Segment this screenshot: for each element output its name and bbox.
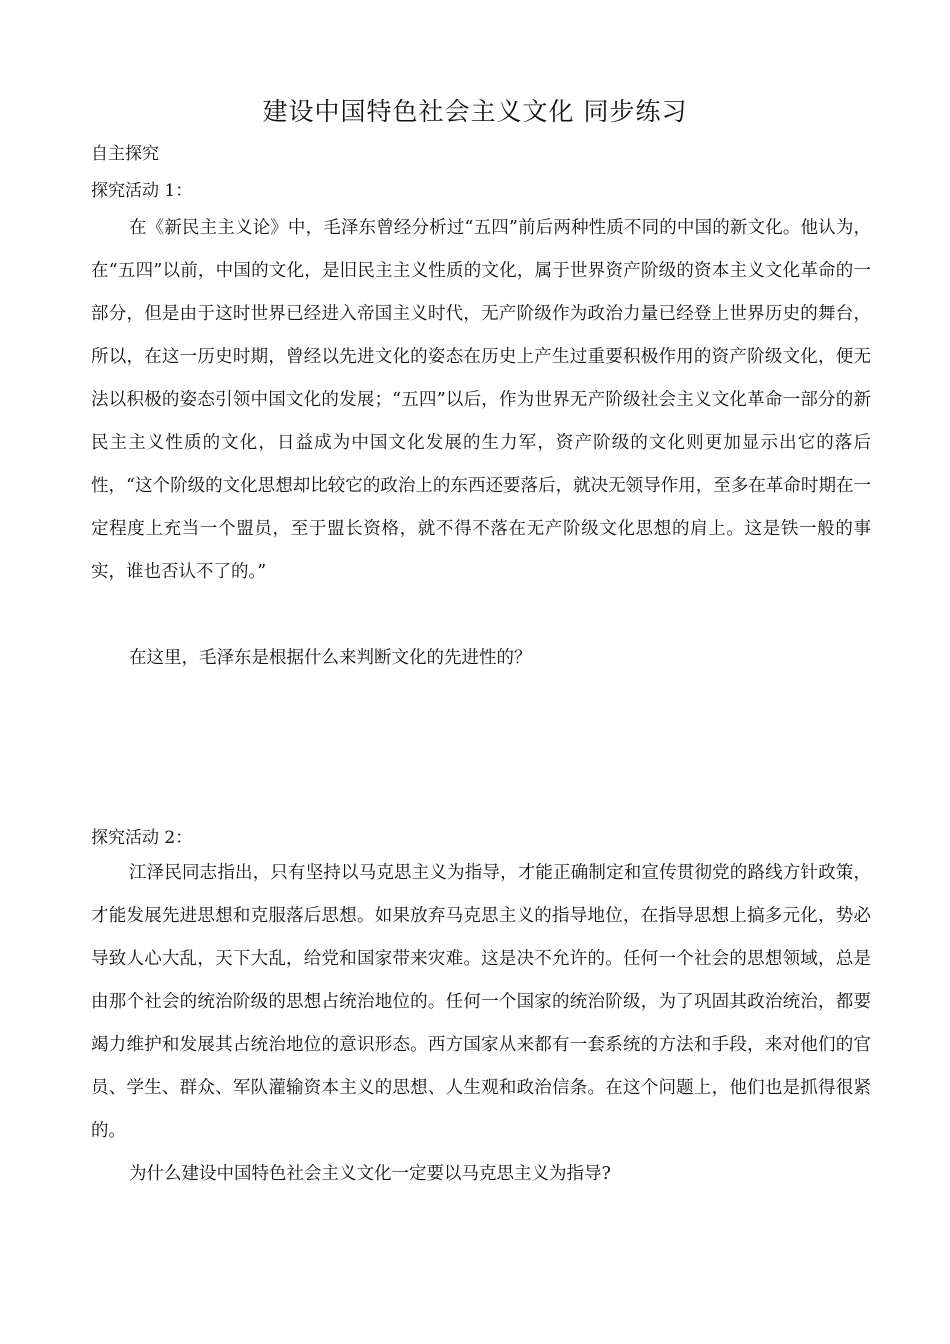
activity1-heading: 探究活动 1： xyxy=(91,181,193,201)
activity1-question: 在这里，毛泽东是根据什么来判断文化的先进性的？ xyxy=(129,648,532,668)
document-title: 建设中国特色社会主义文化 同步练习 xyxy=(262,97,688,126)
activity2-paragraph: 江泽民同志指出，只有坚持以马克思主义为指导，才能正确制定和宣传贯彻党的路线方针政策，才能发展先进思想和克服落后思想。如果放弃马克思主义的指导地位，在指导思想上搞多元化，势必导致人心大乱，天下大乱，给党和国家带来灾难。这是决不允许的。任何一个社会的思想领域，总是由那个社会的统治阶级的思想占统治地位的。任何一个国家的统治阶级，为了巩固其政治统治，都要竭力维护和发展其占统治地位的意识形态。西方国家从来都有一套系统的方法和手段，来对他们的官员、学生、群众、军队灌输资本主义的思想、人生观和政治信条。在这个问题上，他们也是抓得很紧的。 xyxy=(91,863,871,1141)
activity2-question: 为什么建设中国特色社会主义文化一定要以马克思主义为指导? xyxy=(129,1164,611,1184)
section-heading: 自主探究 xyxy=(91,144,159,164)
activity1-paragraph: 在《新民主主义论》中，毛泽东曾经分析过“五四”前后两种性质不同的中国的新文化。他认为， 在“五四”以前，中国的文化，是旧民主主义性质的文化，属于世界资产阶级的资本主义文化革命的一部分，但是由于这时世界已经进入帝国主义时代，无产阶级作为政治力量已经登上世界历史的舞台，所以，在这一历史时期，曾经以先进文化的姿态在历史上产生过重要积极作用的资产阶级文化，便无法以积极的姿态引领中国文化的发展；“五四”以后，作为世界无产阶级社会主义文化革命一部分的新民主主义性质的文化，日益成为中国文化发展的生力军，资产阶级的文化则更加显示出它的落后性，“这个阶级的文化思想却比较它的政治上的东西还要落后，就决无领导作用，至多在革命时期在一定程度上充当一个盟员，至于盟长资格，就不得不落在无产阶级文化思想的肩上。这是铁一般的事实，谁也否认不了的。” xyxy=(91,218,871,582)
activity2-heading: 探究活动 2： xyxy=(91,828,193,848)
